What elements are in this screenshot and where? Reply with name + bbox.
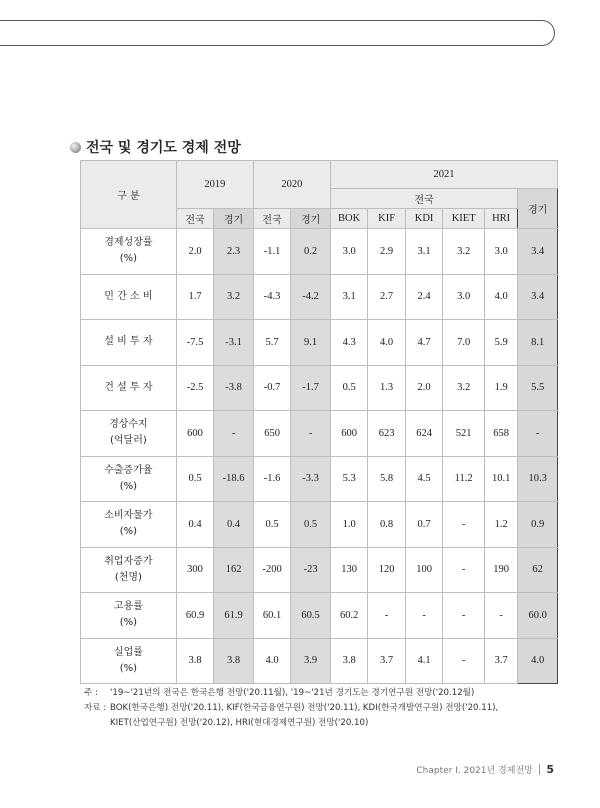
- table-cell: 61.9: [214, 593, 254, 639]
- row-label: 고용률: [113, 601, 143, 613]
- section-title: [70, 136, 241, 158]
- footer-divider: [539, 764, 541, 775]
- table-cell: 4.1: [405, 638, 442, 684]
- table-cell: 1.7: [176, 274, 213, 320]
- table-cell: 4.3: [330, 320, 367, 366]
- header-bok: BOK: [330, 209, 367, 229]
- header-2019-national: 전국: [176, 209, 213, 229]
- table-cell: 1.2: [484, 502, 517, 548]
- row-unit: (%): [119, 253, 138, 265]
- table-cell: -: [405, 593, 442, 639]
- table-cell: 5.3: [330, 456, 367, 502]
- header-2020-gyeonggi: 경기: [291, 209, 331, 229]
- table-cell: 1.0: [330, 502, 367, 548]
- note-key: 주 :: [84, 688, 98, 698]
- note-text: '19~'21년의 전국은 한국은행 전망('20.11월), '19~'21년 경기도는 경기연구원 전망('20.12월): [110, 688, 475, 698]
- table-row: [81, 274, 558, 320]
- header-gyeonggi-2021: 경기: [518, 189, 558, 229]
- row-label-cell: [81, 638, 177, 684]
- header-kiet: KIET: [443, 209, 485, 229]
- table-cell: 10.1: [484, 456, 517, 502]
- table-cell: 60.9: [176, 593, 213, 639]
- row-label: 설 비 투 자: [104, 336, 153, 348]
- table-row: [81, 502, 558, 548]
- table-cell: 5.8: [368, 456, 405, 502]
- row-unit: (%): [119, 526, 138, 538]
- table-cell: -: [443, 593, 485, 639]
- table-row: [81, 547, 558, 593]
- table-cell: 3.0: [443, 274, 485, 320]
- table-cell: 4.5: [405, 456, 442, 502]
- source-line-1: BOK(한국은행) 전망('20.11), KIF(한국금융연구원) 전망('20.11), KDI(한국개발연구원) 전망('20.11),: [110, 703, 499, 713]
- header-2020-national: 전국: [253, 209, 290, 229]
- table-cell: 100: [405, 547, 442, 593]
- table-cell: 60.0: [518, 593, 558, 639]
- table-cell: 5.5: [518, 365, 558, 411]
- table-cell: 4.0: [368, 320, 405, 366]
- table-cell: -200: [253, 547, 290, 593]
- chapter-label: Chapter Ⅰ. 2021년 경제전망: [416, 766, 533, 776]
- table-cell: 2.0: [176, 229, 213, 275]
- table-cell: 2.4: [405, 274, 442, 320]
- table-cell: 3.7: [368, 638, 405, 684]
- table-cell: 4.0: [253, 638, 290, 684]
- source-row-2: [84, 716, 574, 731]
- row-label-cell: [81, 456, 177, 502]
- table-cell: -3.8: [214, 365, 254, 411]
- table-cell: 623: [368, 411, 405, 457]
- row-label: 실업률: [113, 646, 143, 658]
- table-cell: 600: [176, 411, 213, 457]
- table-cell: 3.7: [484, 638, 517, 684]
- table-cell: 0.9: [518, 502, 558, 548]
- table-cell: -7.5: [176, 320, 213, 366]
- header-hri: HRI: [484, 209, 517, 229]
- row-label-cell: [81, 274, 177, 320]
- table-cell: -: [443, 502, 485, 548]
- table-row: [81, 456, 558, 502]
- table-cell: 3.0: [484, 229, 517, 275]
- table-cell: 2.9: [368, 229, 405, 275]
- table-cell: 3.8: [330, 638, 367, 684]
- table-cell: 0.5: [330, 365, 367, 411]
- source-key: 자료 :: [84, 703, 107, 713]
- table-cell: 0.5: [253, 502, 290, 548]
- table-cell: -2.5: [176, 365, 213, 411]
- table-cell: 3.8: [176, 638, 213, 684]
- row-label: 소비자물가: [104, 510, 153, 522]
- table-cell: -: [291, 411, 331, 457]
- row-label-cell: [81, 320, 177, 366]
- table-cell: 4.0: [484, 274, 517, 320]
- economic-outlook-table: [80, 160, 558, 684]
- row-unit: (천명): [114, 571, 142, 583]
- table-cell: 521: [443, 411, 485, 457]
- row-label: 경상수지: [109, 419, 148, 431]
- table-cell: 0.5: [176, 456, 213, 502]
- header-bar: [0, 20, 555, 46]
- page-number: 5: [546, 763, 554, 776]
- source-line-2: KIET(산업연구원) 전망('20.12), HRI(현대경제연구원) 전망('20.10): [110, 718, 369, 728]
- row-label: 건 설 투 자: [104, 381, 153, 393]
- table-cell: 3.4: [518, 229, 558, 275]
- table-cell: -1.1: [253, 229, 290, 275]
- table-cell: 60.1: [253, 593, 290, 639]
- table-cell: 3.1: [405, 229, 442, 275]
- row-label: 취업자증가: [104, 555, 153, 567]
- table-cell: -4.3: [253, 274, 290, 320]
- table-cell: 3.9: [291, 638, 331, 684]
- table-cell: 60.5: [291, 593, 331, 639]
- row-unit: (%): [119, 480, 138, 492]
- table-cell: 4.7: [405, 320, 442, 366]
- table-cell: -0.7: [253, 365, 290, 411]
- table-cell: 1.3: [368, 365, 405, 411]
- table-cell: 300: [176, 547, 213, 593]
- row-label-cell: [81, 229, 177, 275]
- table-cell: 9.1: [291, 320, 331, 366]
- note-row: [84, 686, 574, 701]
- table-row: [81, 593, 558, 639]
- header-kif: KIF: [368, 209, 405, 229]
- header-category: 구 분: [81, 161, 177, 229]
- table-cell: -3.3: [291, 456, 331, 502]
- header-kdi: KDI: [405, 209, 442, 229]
- header-year-2020: 2020: [253, 161, 330, 209]
- table-cell: -18.6: [214, 456, 254, 502]
- table-cell: 2.0: [405, 365, 442, 411]
- row-label-cell: [81, 547, 177, 593]
- table-cell: 0.4: [176, 502, 213, 548]
- header-2019-gyeonggi: 경기: [214, 209, 254, 229]
- table-cell: 624: [405, 411, 442, 457]
- page-footer: [416, 763, 554, 776]
- table-cell: 130: [330, 547, 367, 593]
- table-cell: -: [518, 411, 558, 457]
- table-cell: 3.0: [330, 229, 367, 275]
- table-cell: -: [484, 593, 517, 639]
- table-cell: 10.3: [518, 456, 558, 502]
- row-label-cell: [81, 502, 177, 548]
- table-cell: 0.7: [405, 502, 442, 548]
- source-row: [84, 701, 574, 716]
- table-cell: 11.2: [443, 456, 485, 502]
- row-label-cell: [81, 365, 177, 411]
- table-cell: 2.3: [214, 229, 254, 275]
- row-unit: (억달러): [110, 435, 147, 447]
- table-cell: -4.2: [291, 274, 331, 320]
- table-cell: 2.7: [368, 274, 405, 320]
- table-cell: 190: [484, 547, 517, 593]
- table-cell: 162: [214, 547, 254, 593]
- table-cell: 62: [518, 547, 558, 593]
- table-cell: 8.1: [518, 320, 558, 366]
- table-row: [81, 365, 558, 411]
- table-row: [81, 411, 558, 457]
- table-cell: 3.1: [330, 274, 367, 320]
- table-cell: 120: [368, 547, 405, 593]
- table-cell: 3.2: [443, 229, 485, 275]
- header-year-2019: 2019: [176, 161, 253, 209]
- table-cell: 600: [330, 411, 367, 457]
- table-cell: 4.0: [518, 638, 558, 684]
- table-row: [81, 320, 558, 366]
- row-label: 수출증가율: [104, 464, 153, 476]
- table-cell: -23: [291, 547, 331, 593]
- table-cell: 658: [484, 411, 517, 457]
- table-cell: -1.7: [291, 365, 331, 411]
- row-label: 경제성장률: [104, 237, 153, 249]
- row-label-cell: [81, 411, 177, 457]
- table-cell: 0.8: [368, 502, 405, 548]
- notes: [84, 686, 574, 731]
- table-row: [81, 229, 558, 275]
- header-year-2021: 2021: [330, 161, 557, 189]
- table-cell: 3.4: [518, 274, 558, 320]
- table-cell: 3.2: [214, 274, 254, 320]
- table-cell: 0.5: [291, 502, 331, 548]
- table-cell: 3.2: [443, 365, 485, 411]
- table-cell: 3.8: [214, 638, 254, 684]
- table-cell: 1.9: [484, 365, 517, 411]
- table-cell: 7.0: [443, 320, 485, 366]
- section-title-text: 전국 및 경기도 경제 전망: [86, 140, 241, 156]
- row-unit: (%): [119, 662, 138, 674]
- table-cell: -: [214, 411, 254, 457]
- bullet-icon: [70, 142, 81, 153]
- table-cell: 650: [253, 411, 290, 457]
- table-row: [81, 638, 558, 684]
- table-cell: 60.2: [330, 593, 367, 639]
- row-label-cell: [81, 593, 177, 639]
- row-label: 민 간 소 비: [104, 290, 153, 302]
- table-cell: -1.6: [253, 456, 290, 502]
- table-cell: 0.2: [291, 229, 331, 275]
- table-cell: -3.1: [214, 320, 254, 366]
- table-cell: 5.9: [484, 320, 517, 366]
- table-cell: -: [443, 547, 485, 593]
- table-cell: -: [368, 593, 405, 639]
- header-national-group: 전국: [330, 189, 517, 209]
- table-cell: -: [443, 638, 485, 684]
- table-cell: 5.7: [253, 320, 290, 366]
- row-unit: (%): [119, 617, 138, 629]
- table-cell: 0.4: [214, 502, 254, 548]
